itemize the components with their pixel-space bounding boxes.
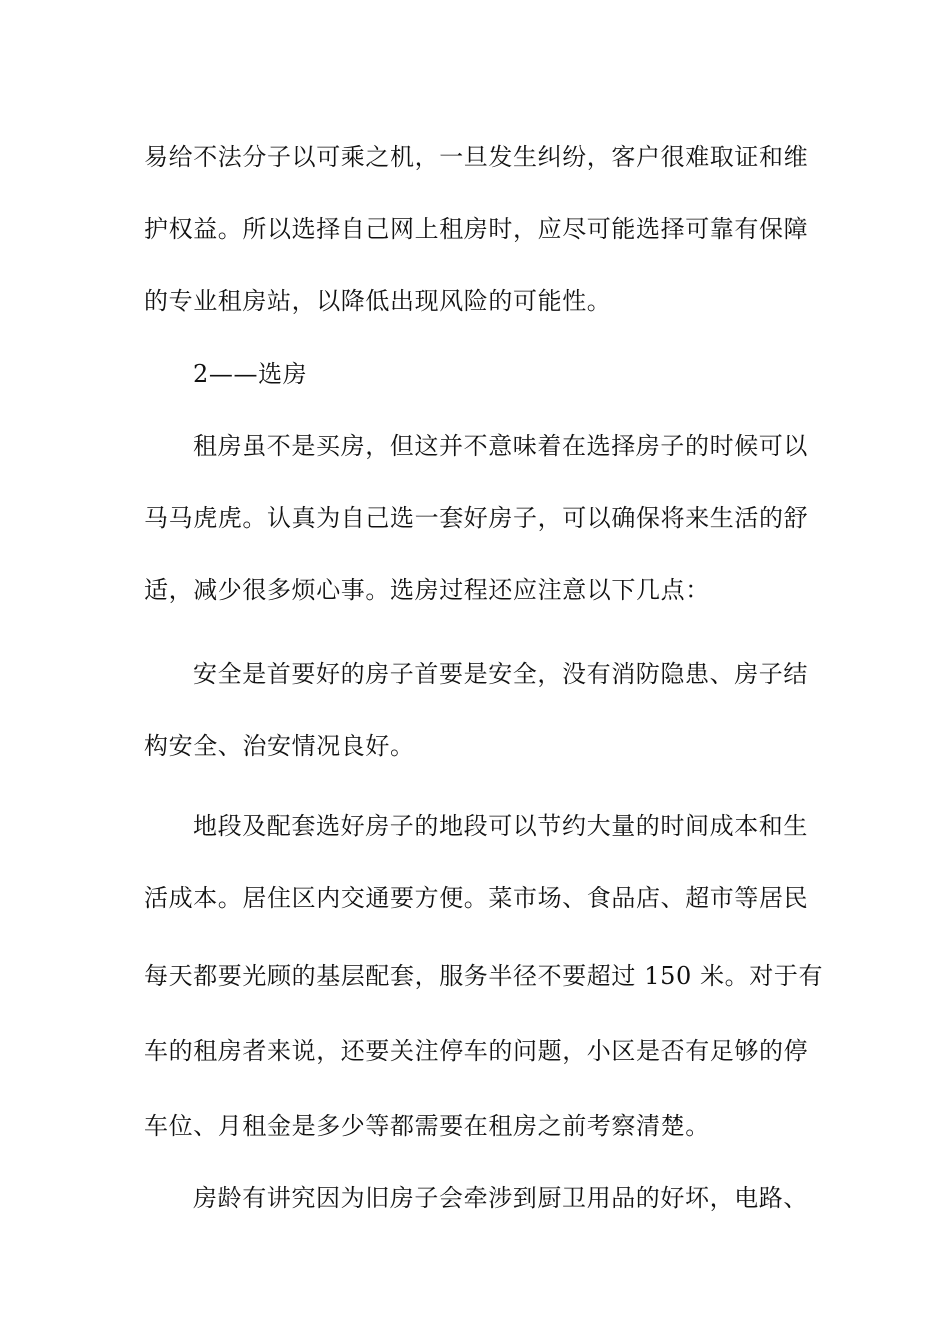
text-line-9: 构安全、治安情况良好。	[144, 732, 415, 760]
text-line-12: 每天都要光顾的基层配套，服务半径不要超过 150 米。对于有	[144, 962, 824, 990]
text-line-1: 易给不法分子以可乘之机，一旦发生纠纷，客户很难取证和维	[144, 143, 809, 171]
text-line-11: 活成本。居住区内交通要方便。菜市场、食品店、超市等居民	[144, 884, 809, 912]
text-line-2: 护权益。所以选择自己网上租房时，应尽可能选择可靠有保障	[144, 215, 809, 243]
text-line-15: 房龄有讲究因为旧房子会牵涉到厨卫用品的好坏，电路、	[193, 1184, 808, 1212]
text-line-5: 租房虽不是买房，但这并不意味着在选择房子的时候可以	[193, 432, 808, 460]
text-line-8: 安全是首要好的房子首要是安全，没有消防隐患、房子结	[193, 660, 808, 688]
text-line-13: 车的租房者来说，还要关注停车的问题，小区是否有足够的停	[144, 1037, 809, 1065]
text-line-3: 的专业租房站，以降低出现风险的可能性。	[144, 287, 612, 315]
text-line-10: 地段及配套选好房子的地段可以节约大量的时间成本和生	[193, 812, 808, 840]
text-line-6: 马马虎虎。认真为自己选一套好房子，可以确保将来生活的舒	[144, 504, 809, 532]
text-line-7: 适，减少很多烦心事。选房过程还应注意以下几点：	[144, 576, 710, 604]
section-heading: 2——选房	[193, 360, 308, 388]
text-line-14: 车位、月租金是多少等都需要在租房之前考察清楚。	[144, 1112, 710, 1140]
